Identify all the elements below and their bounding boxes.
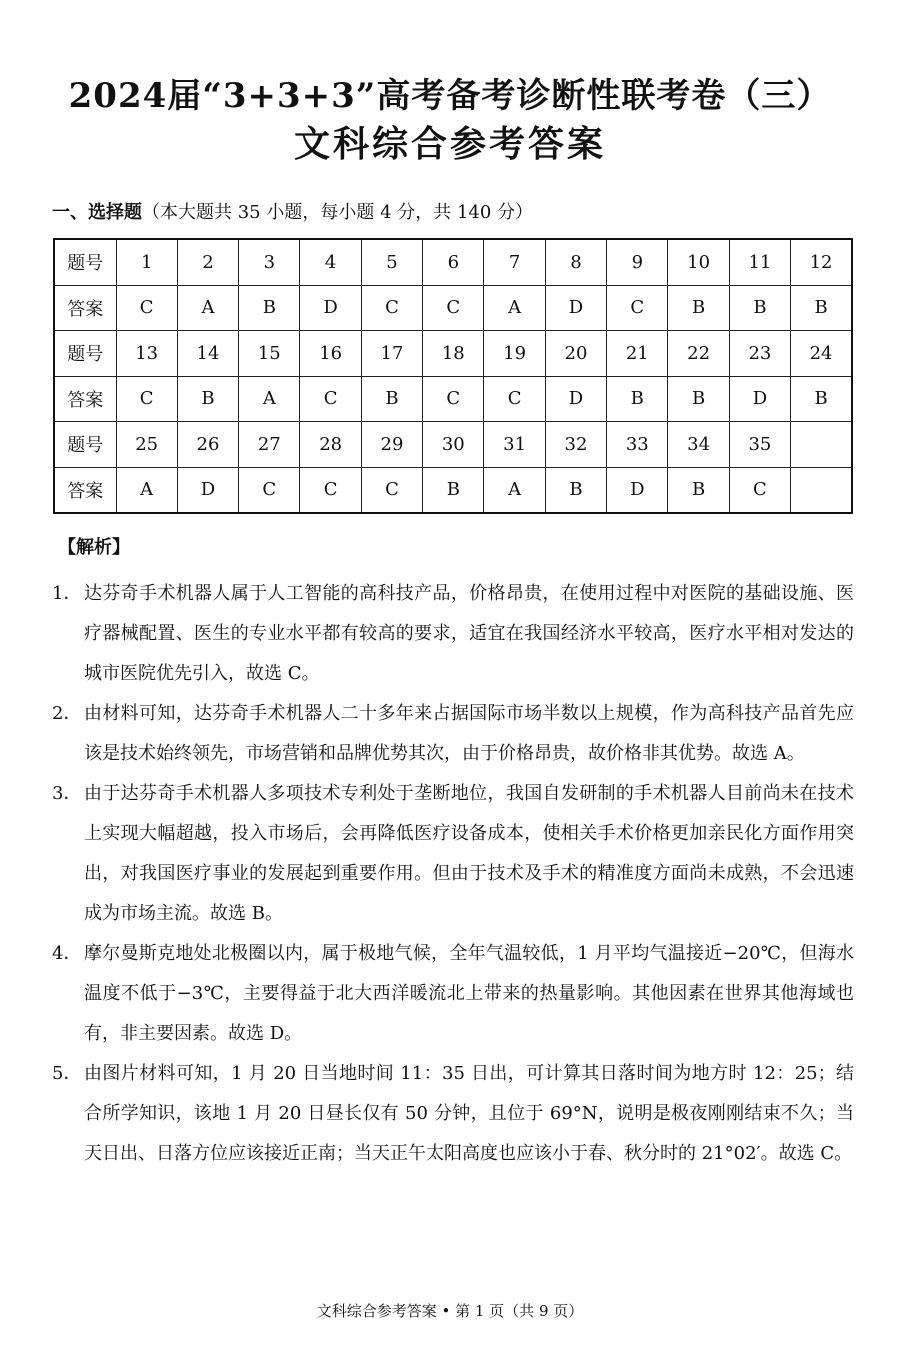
table-cell: 9 — [607, 239, 668, 285]
table-cell: 8 — [545, 239, 606, 285]
table-cell — [791, 467, 852, 513]
table-cell: C — [423, 376, 484, 422]
table-cell: C — [116, 376, 177, 422]
table-cell: 4 — [300, 239, 361, 285]
table-cell: C — [300, 376, 361, 422]
table-cell: 3 — [239, 239, 300, 285]
table-cell: D — [300, 285, 361, 331]
table-cell: A — [239, 376, 300, 422]
table-cell: C — [239, 467, 300, 513]
table-cell: 11 — [729, 239, 790, 285]
page-subtitle: 文科综合参考答案 — [293, 123, 606, 165]
table-cell: 30 — [423, 422, 484, 468]
item-number: 2． — [52, 703, 82, 724]
table-cell: B — [791, 376, 852, 422]
table-cell: 28 — [300, 422, 361, 468]
item-number: 3． — [52, 783, 82, 804]
table-cell: 22 — [668, 331, 729, 377]
question-number-row — [54, 331, 852, 377]
row-header-cell: 答案 — [54, 285, 116, 331]
row-header-cell: 题号 — [54, 239, 116, 285]
table-cell: D — [177, 467, 238, 513]
analysis-item — [52, 694, 854, 774]
analysis-item — [52, 934, 854, 1054]
item-text: 由图片材料可知，1 月 20 日当地时间 11：35 日出，可计算其日落时间为地方时 12：25；结合所学知识，该地 1 月 20 日昼长仅有 50 分钟，且位于 69°N，说明是极夜刚刚结束不久；当天日出、日落方位应该接近正南；当天正午太阳高度也应该小于春、秋分时的 21°02′。故选 C。 — [84, 1063, 854, 1164]
table-cell: 16 — [300, 331, 361, 377]
table-cell — [791, 422, 852, 468]
answer-row — [54, 467, 852, 513]
section-heading — [52, 198, 533, 224]
table-cell: B — [668, 376, 729, 422]
table-cell: 12 — [791, 239, 852, 285]
table-cell: B — [239, 285, 300, 331]
table-cell: B — [423, 467, 484, 513]
table-cell: D — [545, 376, 606, 422]
table-cell: 15 — [239, 331, 300, 377]
table-cell: 6 — [423, 239, 484, 285]
table-cell: B — [361, 376, 422, 422]
table-cell: 31 — [484, 422, 545, 468]
table-cell: 5 — [361, 239, 422, 285]
item-number: 1． — [52, 583, 82, 604]
answer-row — [54, 376, 852, 422]
table-cell: 21 — [607, 331, 668, 377]
table-cell: C — [116, 285, 177, 331]
table-cell: 7 — [484, 239, 545, 285]
row-header-cell: 题号 — [54, 331, 116, 377]
table-cell: 34 — [668, 422, 729, 468]
analysis-item — [52, 1054, 854, 1174]
table-cell: 2 — [177, 239, 238, 285]
table-cell: A — [484, 285, 545, 331]
row-header-cell: 答案 — [54, 376, 116, 422]
item-number: 4． — [52, 943, 82, 964]
table-cell: C — [361, 467, 422, 513]
table-cell: 33 — [607, 422, 668, 468]
item-number: 5． — [52, 1063, 82, 1084]
table-cell: B — [729, 285, 790, 331]
item-text: 达芬奇手术机器人属于人工智能的高科技产品，价格昂贵，在使用过程中对医院的基础设施、医疗器械配置、医生的专业水平都有较高的要求，适宜在我国经济水平较高，医疗水平相对发达的城市医院优先引入，故选 C。 — [84, 583, 854, 684]
table-cell: B — [607, 376, 668, 422]
table-cell: A — [177, 285, 238, 331]
analysis-item — [52, 574, 854, 694]
table-cell: B — [668, 467, 729, 513]
table-cell: 25 — [116, 422, 177, 468]
item-text: 由材料可知，达芬奇手术机器人二十多年来占据国际市场半数以上规模，作为高科技产品首先应该是技术始终领先，市场营销和品牌优势其次，由于价格昂贵，故价格非其优势。故选 A。 — [84, 703, 854, 764]
table-cell: 14 — [177, 331, 238, 377]
table-cell: 26 — [177, 422, 238, 468]
table-cell: C — [300, 467, 361, 513]
table-cell: B — [791, 285, 852, 331]
table-cell: D — [729, 376, 790, 422]
analysis-heading: 【解析】 — [58, 537, 130, 558]
table-cell: A — [116, 467, 177, 513]
analysis-item — [52, 774, 854, 934]
row-header-cell: 答案 — [54, 467, 116, 513]
analysis-list — [52, 574, 854, 1174]
table-cell: D — [545, 285, 606, 331]
table-cell: C — [484, 376, 545, 422]
table-cell: 10 — [668, 239, 729, 285]
table-cell: D — [607, 467, 668, 513]
answer-row — [54, 285, 852, 331]
item-text: 由于达芬奇手术机器人多项技术专利处于垄断地位，我国自发研制的手术机器人目前尚未在技术上实现大幅超越，投入市场后，会再降低医疗设备成本，使相关手术价格更加亲民化方面作用突出，对我国医疗事业的发展起到重要作用。但由于技术及手术的精准度方面尚未成熟，不会迅速成为市场主流。故选 B。 — [84, 783, 854, 924]
table-cell: 32 — [545, 422, 606, 468]
table-cell: C — [607, 285, 668, 331]
question-number-row — [54, 422, 852, 468]
table-cell: 27 — [239, 422, 300, 468]
table-cell: C — [361, 285, 422, 331]
page-title: 2024届“3+3+3”高考备考诊断性联考卷（三） — [68, 76, 832, 116]
table-cell: B — [177, 376, 238, 422]
table-cell: 35 — [729, 422, 790, 468]
section-label: 一、选择题 — [52, 202, 142, 223]
table-cell: 1 — [116, 239, 177, 285]
table-cell: 20 — [545, 331, 606, 377]
table-cell: 24 — [791, 331, 852, 377]
table-cell: 18 — [423, 331, 484, 377]
table-cell: 19 — [484, 331, 545, 377]
table-cell: A — [484, 467, 545, 513]
table-cell: C — [729, 467, 790, 513]
item-text: 摩尔曼斯克地处北极圈以内，属于极地气候，全年气温较低，1 月平均气温接近−20℃，但海水温度不低于−3℃，主要得益于北大西洋暖流北上带来的热量影响。其他因素在世界其他海域也有，非主要因素。故选 D。 — [84, 943, 854, 1044]
row-header-cell: 题号 — [54, 422, 116, 468]
table-cell: 13 — [116, 331, 177, 377]
table-cell: 23 — [729, 331, 790, 377]
table-cell: C — [423, 285, 484, 331]
section-description: （本大题共 35 小题，每小题 4 分，共 140 分） — [142, 202, 534, 223]
answer-table — [53, 238, 853, 514]
question-number-row — [54, 239, 852, 285]
table-cell: B — [668, 285, 729, 331]
page-footer: 文科综合参考答案 • 第 1 页（共 9 页） — [316, 1302, 584, 1320]
table-cell: 29 — [361, 422, 422, 468]
table-cell: 17 — [361, 331, 422, 377]
table-cell: B — [545, 467, 606, 513]
